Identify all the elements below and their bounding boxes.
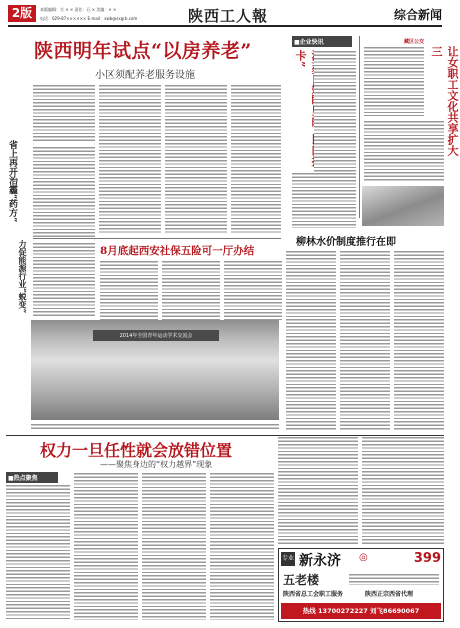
masthead-rule: [8, 25, 442, 27]
side-headline-a: [6, 140, 28, 240]
page-number: 2版: [8, 5, 36, 22]
bottom-section-tag: ■热点聚焦: [6, 472, 58, 483]
enterprise-body-1: [314, 50, 356, 180]
lead-body-col-2: [99, 84, 161, 234]
masthead-paper-name: 陕西工人報: [187, 7, 268, 25]
oldtown-headline-text: 卡”: [294, 50, 307, 68]
bottom-body-col-2: [74, 472, 138, 620]
enterprise-body-2: [292, 172, 356, 228]
bottom-body-col-1: [6, 484, 70, 620]
bottom-body-col-6: [362, 436, 444, 546]
bottom-body-col-3: [142, 472, 206, 620]
middle-body-col-1: [100, 260, 158, 320]
enterprise-section-tag: ■企业快讯: [292, 36, 352, 47]
lead-title: 陕西明年试点“以房养老”: [34, 40, 252, 62]
lead-body-col-3: [165, 84, 227, 234]
side-headline-b-text: 力促能源行业“蜕变”: [18, 240, 28, 314]
meeting-banner: 2014年全国青年运动学术交流会: [93, 330, 219, 341]
masthead-info-left: 本版编辑：方 × × 责任：石 × 美编：× ×: [40, 7, 117, 12]
middle-body-col-3: [224, 260, 282, 320]
middle-body-col-2: [162, 260, 220, 320]
masthead-section-title: 综合新闻: [393, 8, 442, 22]
water-headline: 柳林水价制度推行在即: [296, 237, 396, 248]
ad-brand-main: 新永济: [299, 553, 341, 569]
lead-body-col-4: [231, 84, 281, 234]
lead-rule: [33, 238, 281, 239]
side-headline-b: [18, 240, 32, 330]
bottom-subtitle: ——聚焦身边的“权力越界”现象: [100, 460, 213, 469]
masthead-info-right: 电话：029-87×××××× E-mail：xwb@sxgrb.com: [40, 16, 138, 21]
ad-tag: 专业: [281, 552, 295, 566]
right-photo: [362, 186, 444, 226]
ad-line-3: 陕西省总工会职工服务: [283, 591, 344, 598]
right-body-2: [364, 120, 444, 182]
ad-line-4: 陕西正宗西省代理: [365, 591, 414, 598]
masthead: [8, 5, 442, 33]
bottom-headline: 权力一旦任性就会放错位置: [40, 441, 233, 460]
water-body-1: [286, 250, 336, 430]
bottom-body-col-4: [210, 472, 274, 620]
ad-price: 399: [413, 551, 441, 566]
ad-line-2: 五老楼: [283, 573, 320, 587]
advertisement: [278, 548, 444, 622]
water-body-3: [394, 250, 444, 430]
ad-phone: 热线 13700272227 刘飞86690067: [281, 603, 441, 619]
side-column-body: [33, 146, 95, 238]
side-column-body-2: [33, 242, 95, 316]
bottom-body-col-5: [278, 436, 358, 546]
meeting-photo: [31, 320, 279, 420]
lead-body-col-1: [33, 84, 95, 142]
right-body-1: [364, 46, 424, 116]
oldtown-headline: [292, 50, 312, 170]
meeting-caption: [31, 423, 279, 431]
right-kicker: 藏区公交: [404, 39, 425, 45]
lead-subtitle: 小区须配养老服务设施: [95, 70, 195, 81]
water-body-2: [340, 250, 390, 430]
ad-brand-suffix: ◎: [359, 552, 368, 563]
right-headline-text: 让女职工文化共享扩大三: [430, 46, 459, 156]
right-col-divider: [359, 36, 360, 218]
ad-small-text: [349, 573, 439, 585]
side-headline-a-text: 省上再开治霾“药方”: [7, 140, 17, 223]
middle-headline: 8月底起西安社保五险可一厅办结: [100, 245, 255, 257]
